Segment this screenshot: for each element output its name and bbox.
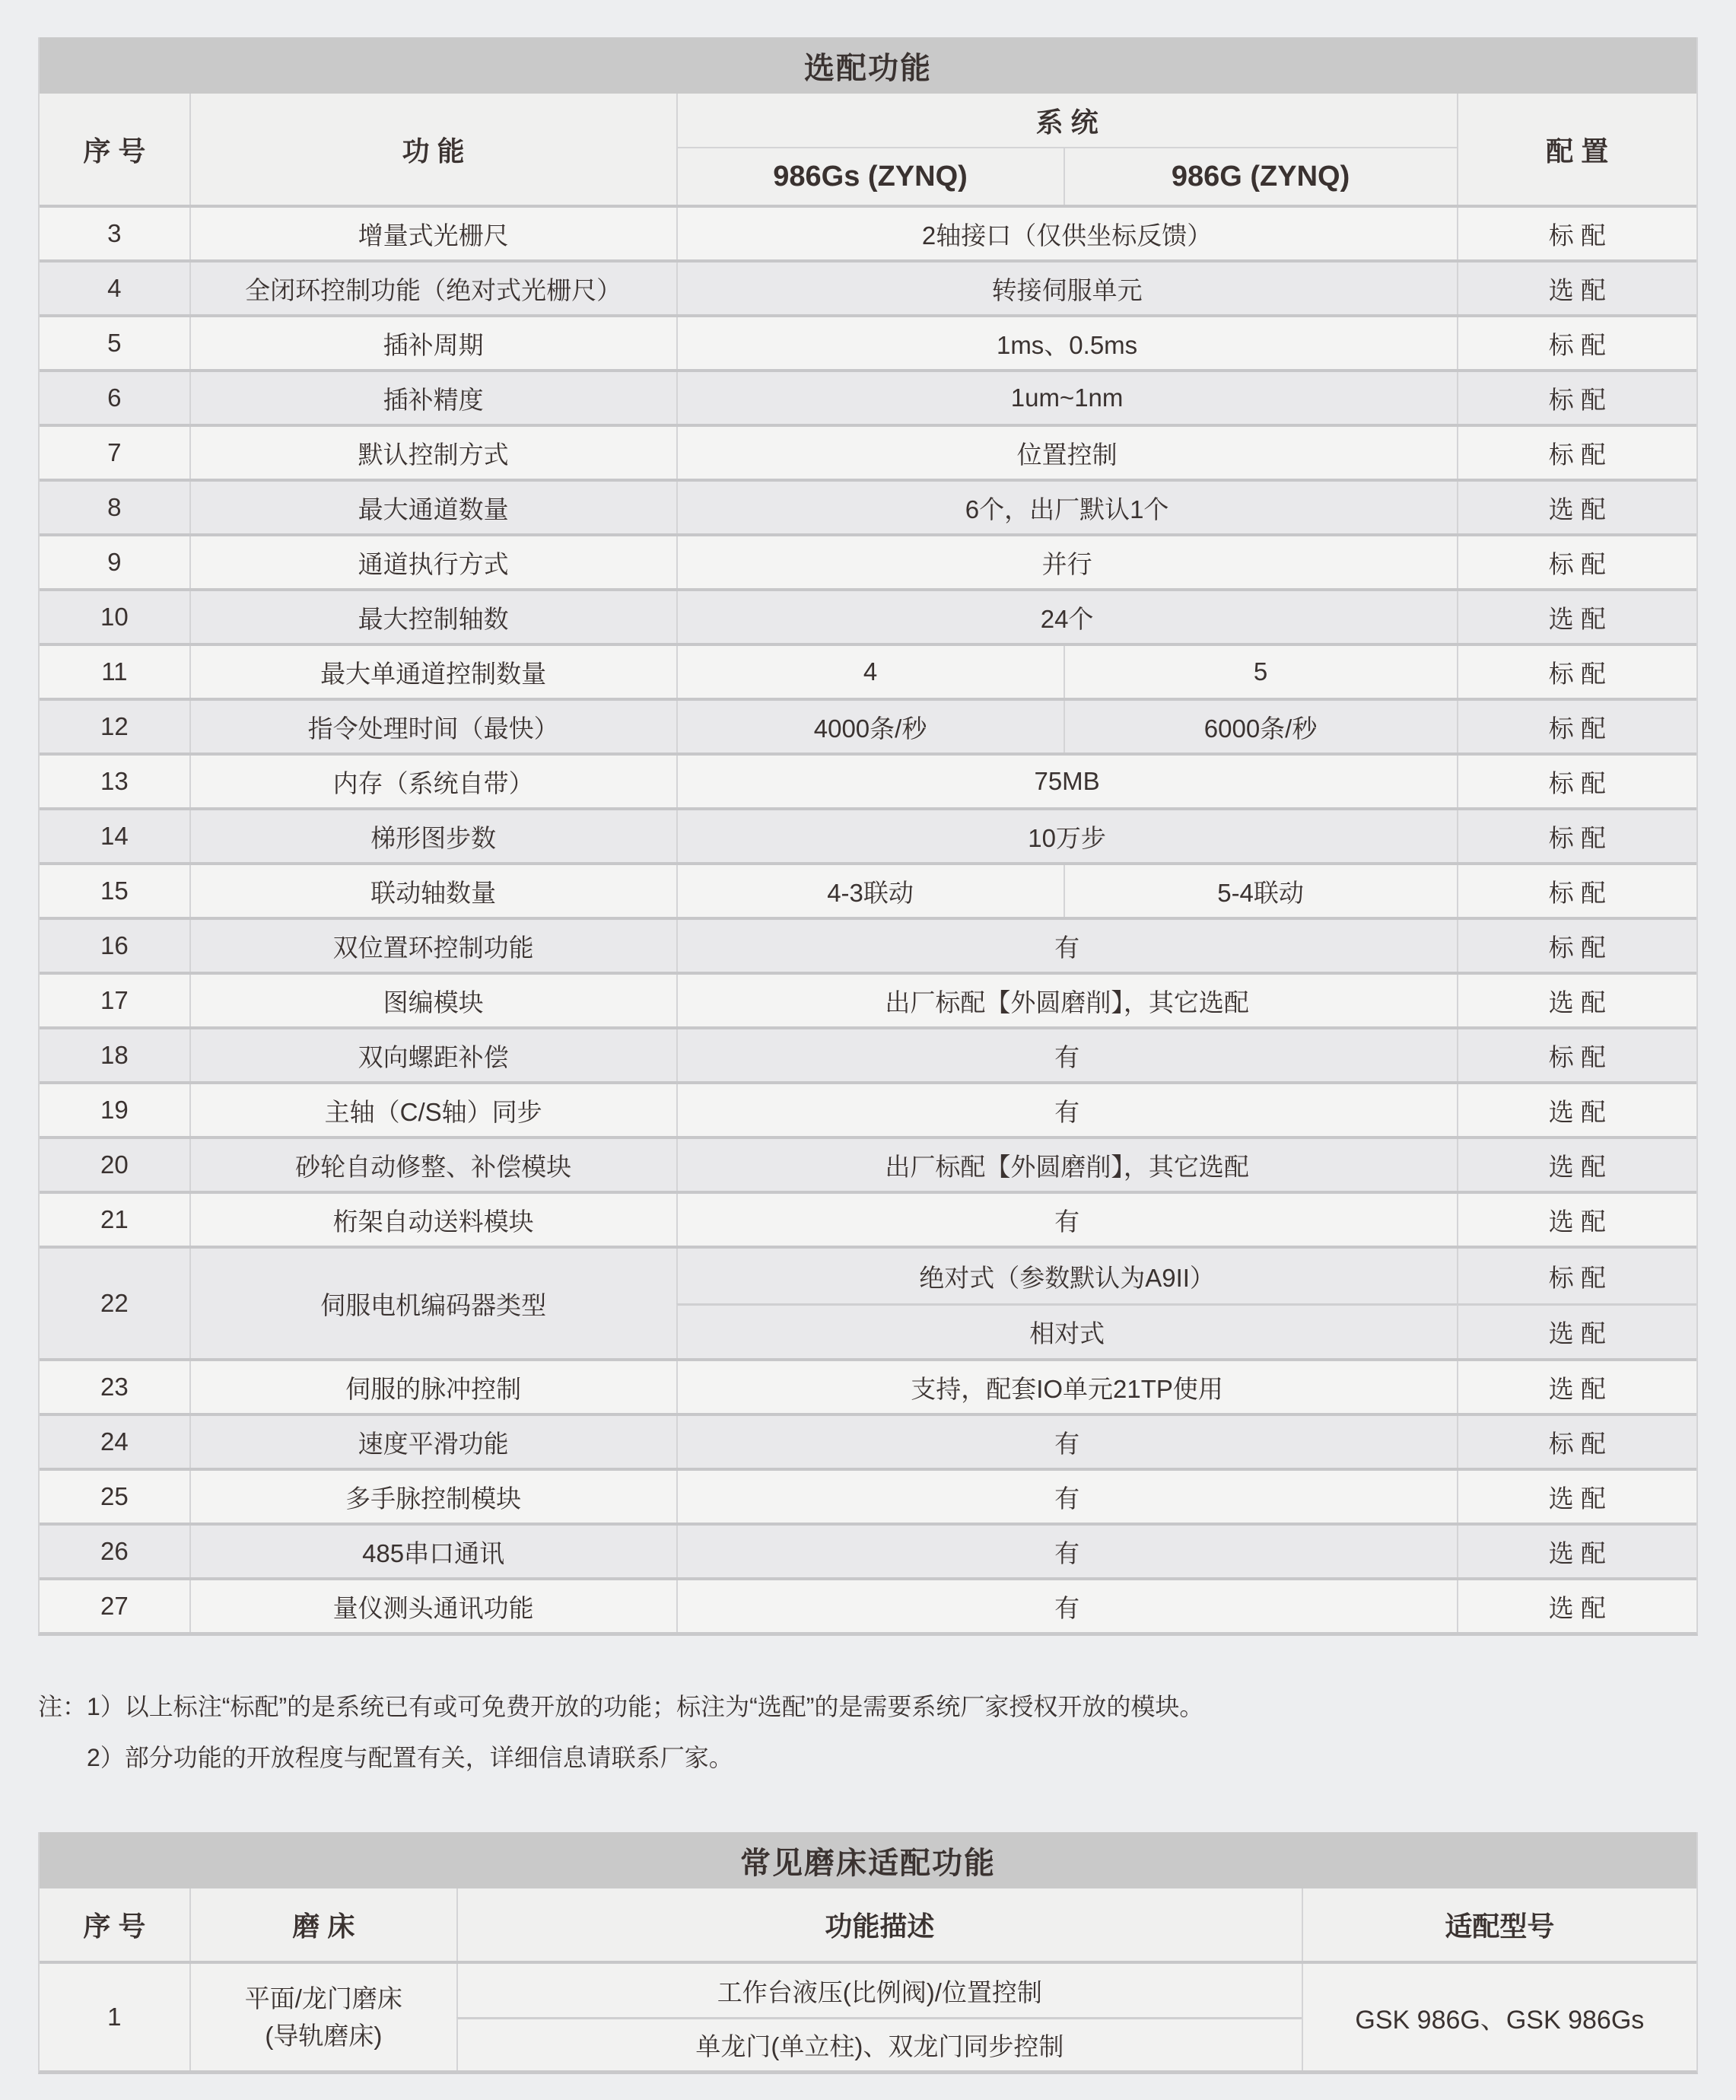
- row-config: 选 配: [1457, 1084, 1696, 1136]
- row-config: 标 配: [1457, 427, 1696, 479]
- row-function: 485串口通讯: [189, 1526, 676, 1577]
- row-value-986g: 5: [1064, 646, 1457, 698]
- row-value: 有: [676, 920, 1457, 972]
- row-config: 标 配: [1457, 646, 1696, 698]
- row-no: 8: [107, 493, 122, 521]
- table-row: [40, 259, 1696, 314]
- row-function: 最大通道数量: [189, 482, 676, 533]
- row-no: 18: [100, 1041, 129, 1069]
- row-function: 增量式光栅尺: [189, 208, 676, 259]
- row-no: 23: [100, 1373, 129, 1401]
- row-function: 量仪测头通讯功能: [189, 1580, 676, 1632]
- row-value-986g: 5-4联动: [1064, 865, 1457, 917]
- row-no: 24: [100, 1427, 129, 1456]
- row-config: 选 配: [1457, 591, 1696, 643]
- row-value-986gs: 4000条/秒: [676, 701, 1064, 752]
- row-function: 伺服电机编码器类型: [189, 1249, 676, 1358]
- table-row: [40, 1026, 1696, 1081]
- row-no: 22: [100, 1289, 129, 1317]
- row-config: 标 配: [1457, 1029, 1696, 1081]
- row-no: 4: [107, 274, 122, 302]
- note-line-2: 2）部分功能的开放程度与配置有关，详细信息请联系厂家。: [87, 1744, 733, 1772]
- header-config: 配 置: [1457, 94, 1696, 205]
- table-row: [40, 1522, 1696, 1577]
- row-no: 12: [100, 712, 129, 740]
- row-function: 内存（系统自带）: [189, 756, 676, 807]
- row-config: 选 配: [1457, 482, 1696, 533]
- row-value: 支持，配套IO单元21TP使用: [676, 1361, 1457, 1413]
- row-no: 26: [100, 1537, 129, 1565]
- note-line-1: 注：1）以上标注“标配”的是系统已有或可免费开放的功能；标注为“选配”的是需要系统厂家授权开放的模块。: [38, 1693, 1204, 1720]
- table-row: [40, 862, 1696, 917]
- row-no: 19: [100, 1096, 129, 1124]
- table-row: [40, 1358, 1696, 1413]
- row-value: 1um~1nm: [676, 372, 1457, 424]
- table-row: [40, 1413, 1696, 1468]
- row-function: 砂轮自动修整、补偿模块: [189, 1139, 676, 1191]
- header-model: 适配型号: [1302, 1888, 1696, 1961]
- row-function: 最大控制轴数: [189, 591, 676, 643]
- table-row: [40, 643, 1696, 698]
- row-value: 2轴接口（仅供坐标反馈）: [676, 208, 1457, 259]
- row-value-absolute: 绝对式（参数默认为A9II）: [676, 1249, 1457, 1303]
- row-value: 有: [676, 1416, 1457, 1468]
- row-config: 标 配: [1457, 372, 1696, 424]
- row-config: 标 配: [1457, 208, 1696, 259]
- row-no: 11: [101, 657, 128, 686]
- table-row: [40, 1136, 1696, 1191]
- row-value-986gs: 4: [676, 646, 1064, 698]
- row-value: 有: [676, 1084, 1457, 1136]
- row-description-1: 工作台液压(比例阀)/位置控制: [456, 1964, 1302, 2017]
- row-function: 桁架自动送料模块: [189, 1194, 676, 1246]
- table-row: [40, 807, 1696, 862]
- row-no: 7: [107, 438, 122, 466]
- row-no: 14: [100, 822, 129, 850]
- row-value: 24个: [676, 591, 1457, 643]
- row-no: 17: [100, 986, 129, 1014]
- row-no: 6: [107, 383, 122, 412]
- row-value-986g: 6000条/秒: [1064, 701, 1457, 752]
- row-value: 出厂标配【外圆磨削】，其它选配: [676, 1139, 1457, 1191]
- row-value: 有: [676, 1194, 1457, 1246]
- row-value: 有: [676, 1029, 1457, 1081]
- row-config: 标 配: [1457, 920, 1696, 972]
- table-row: [40, 972, 1696, 1026]
- row-value: 转接伺服单元: [676, 262, 1457, 314]
- row-value: 有: [676, 1526, 1457, 1577]
- row-function: 最大单通道控制数量: [189, 646, 676, 698]
- row-config: 选 配: [1457, 1526, 1696, 1577]
- row-config: 标 配: [1457, 701, 1696, 752]
- header-no: 序 号: [83, 135, 146, 167]
- table-row: [40, 369, 1696, 424]
- row-config: 选 配: [1457, 1580, 1696, 1632]
- row-function: 插补精度: [189, 372, 676, 424]
- row-value: 出厂标配【外圆磨削】，其它选配: [676, 975, 1457, 1026]
- row-no: 3: [107, 219, 122, 247]
- table2-title: 常见磨床适配功能: [40, 1832, 1696, 1888]
- header-no: 序 号: [83, 1911, 146, 1943]
- row-value: 有: [676, 1471, 1457, 1522]
- table-row: [40, 588, 1696, 643]
- table-row: [40, 752, 1696, 807]
- row-value-986gs: 4-3联动: [676, 865, 1064, 917]
- header-description: 功能描述: [456, 1888, 1302, 1961]
- row-function: 插补周期: [189, 317, 676, 369]
- row-config: 标 配: [1457, 810, 1696, 862]
- row-config: 选 配: [1457, 1471, 1696, 1522]
- row-config: 选 配: [1457, 1361, 1696, 1413]
- row-function: 联动轴数量: [189, 865, 676, 917]
- table-row: [40, 205, 1696, 259]
- table-row: [40, 698, 1696, 752]
- optional-functions-table: [38, 37, 1698, 1636]
- row-function: 通道执行方式: [189, 536, 676, 588]
- row-no: 25: [100, 1482, 129, 1510]
- row-value-relative: 相对式: [676, 1303, 1457, 1358]
- row-no: 13: [100, 767, 129, 795]
- table-row: [40, 314, 1696, 369]
- machine-name: 平面/龙门磨床: [244, 1984, 402, 2013]
- row-no: 10: [100, 603, 129, 631]
- row-function: 默认控制方式: [189, 427, 676, 479]
- row-config: 选 配: [1457, 1139, 1696, 1191]
- row-function: 全闭环控制功能（绝对式光栅尺）: [189, 262, 676, 314]
- row-config: 标 配: [1457, 756, 1696, 807]
- row-no: 15: [100, 877, 129, 905]
- row-value: 有: [676, 1580, 1457, 1632]
- table2-header: [40, 1888, 1696, 1961]
- row-description-2: 单龙门(单立柱)、双龙门同步控制: [456, 2017, 1302, 2070]
- row-config: 标 配: [1457, 865, 1696, 917]
- header-system: 系 统: [676, 94, 1457, 148]
- table1-title: 选配功能: [40, 37, 1696, 94]
- row-config: 标 配: [1457, 317, 1696, 369]
- row-no: 27: [100, 1592, 129, 1620]
- table-row: [40, 1468, 1696, 1522]
- row-function: 图编模块: [189, 975, 676, 1026]
- table-row: [40, 479, 1696, 533]
- header-function: 功 能: [189, 94, 676, 205]
- row-config: 选 配: [1457, 262, 1696, 314]
- row-value: 6个，出厂默认1个: [676, 482, 1457, 533]
- row-config: 选 配: [1457, 975, 1696, 1026]
- row-value: 1ms、0.5ms: [676, 317, 1457, 369]
- row-function: 梯形图步数: [189, 810, 676, 862]
- table1-header: [40, 94, 1696, 205]
- row-config: 标 配: [1457, 1416, 1696, 1468]
- row-no: 5: [107, 329, 122, 357]
- footnotes: [38, 1682, 1698, 1783]
- header-system-986g: 986G (ZYNQ): [1064, 148, 1457, 205]
- row-no: 9: [107, 548, 122, 576]
- row-function: 多手脉控制模块: [189, 1471, 676, 1522]
- row-function: 双位置环控制功能: [189, 920, 676, 972]
- machine-subname: (导轨磨床): [265, 2022, 383, 2051]
- row-config: 标 配: [1457, 536, 1696, 588]
- table-row: [40, 1961, 1696, 2070]
- header-machine: 磨 床: [189, 1888, 456, 1961]
- table-row: [40, 1246, 1696, 1358]
- table-row: [40, 917, 1696, 972]
- row-function: 指令处理时间（最快）: [189, 701, 676, 752]
- grinder-adaptation-table: [38, 1832, 1698, 2074]
- table-row: [40, 424, 1696, 479]
- row-no: 1: [107, 2003, 122, 2032]
- row-no: 20: [100, 1150, 129, 1179]
- table-row: [40, 533, 1696, 588]
- row-value: 10万步: [676, 810, 1457, 862]
- row-function: 主轴（C/S轴）同步: [189, 1084, 676, 1136]
- row-machine: [189, 1964, 456, 2070]
- header-system-986gs: 986Gs (ZYNQ): [676, 148, 1064, 205]
- row-model: GSK 986G、GSK 986Gs: [1302, 1964, 1696, 2070]
- page: [38, 0, 1698, 2074]
- row-no: 16: [100, 931, 129, 959]
- row-config: 选 配: [1457, 1194, 1696, 1246]
- row-value: 位置控制: [676, 427, 1457, 479]
- row-function: 伺服的脉冲控制: [189, 1361, 676, 1413]
- table-row: [40, 1577, 1696, 1632]
- row-config-absolute: 标 配: [1457, 1249, 1696, 1303]
- row-config-relative: 选 配: [1457, 1303, 1696, 1358]
- row-function: 速度平滑功能: [189, 1416, 676, 1468]
- row-value: 75MB: [676, 756, 1457, 807]
- row-value: 并行: [676, 536, 1457, 588]
- table-row: [40, 1081, 1696, 1136]
- row-function: 双向螺距补偿: [189, 1029, 676, 1081]
- table-row: [40, 1191, 1696, 1246]
- row-no: 21: [100, 1205, 129, 1233]
